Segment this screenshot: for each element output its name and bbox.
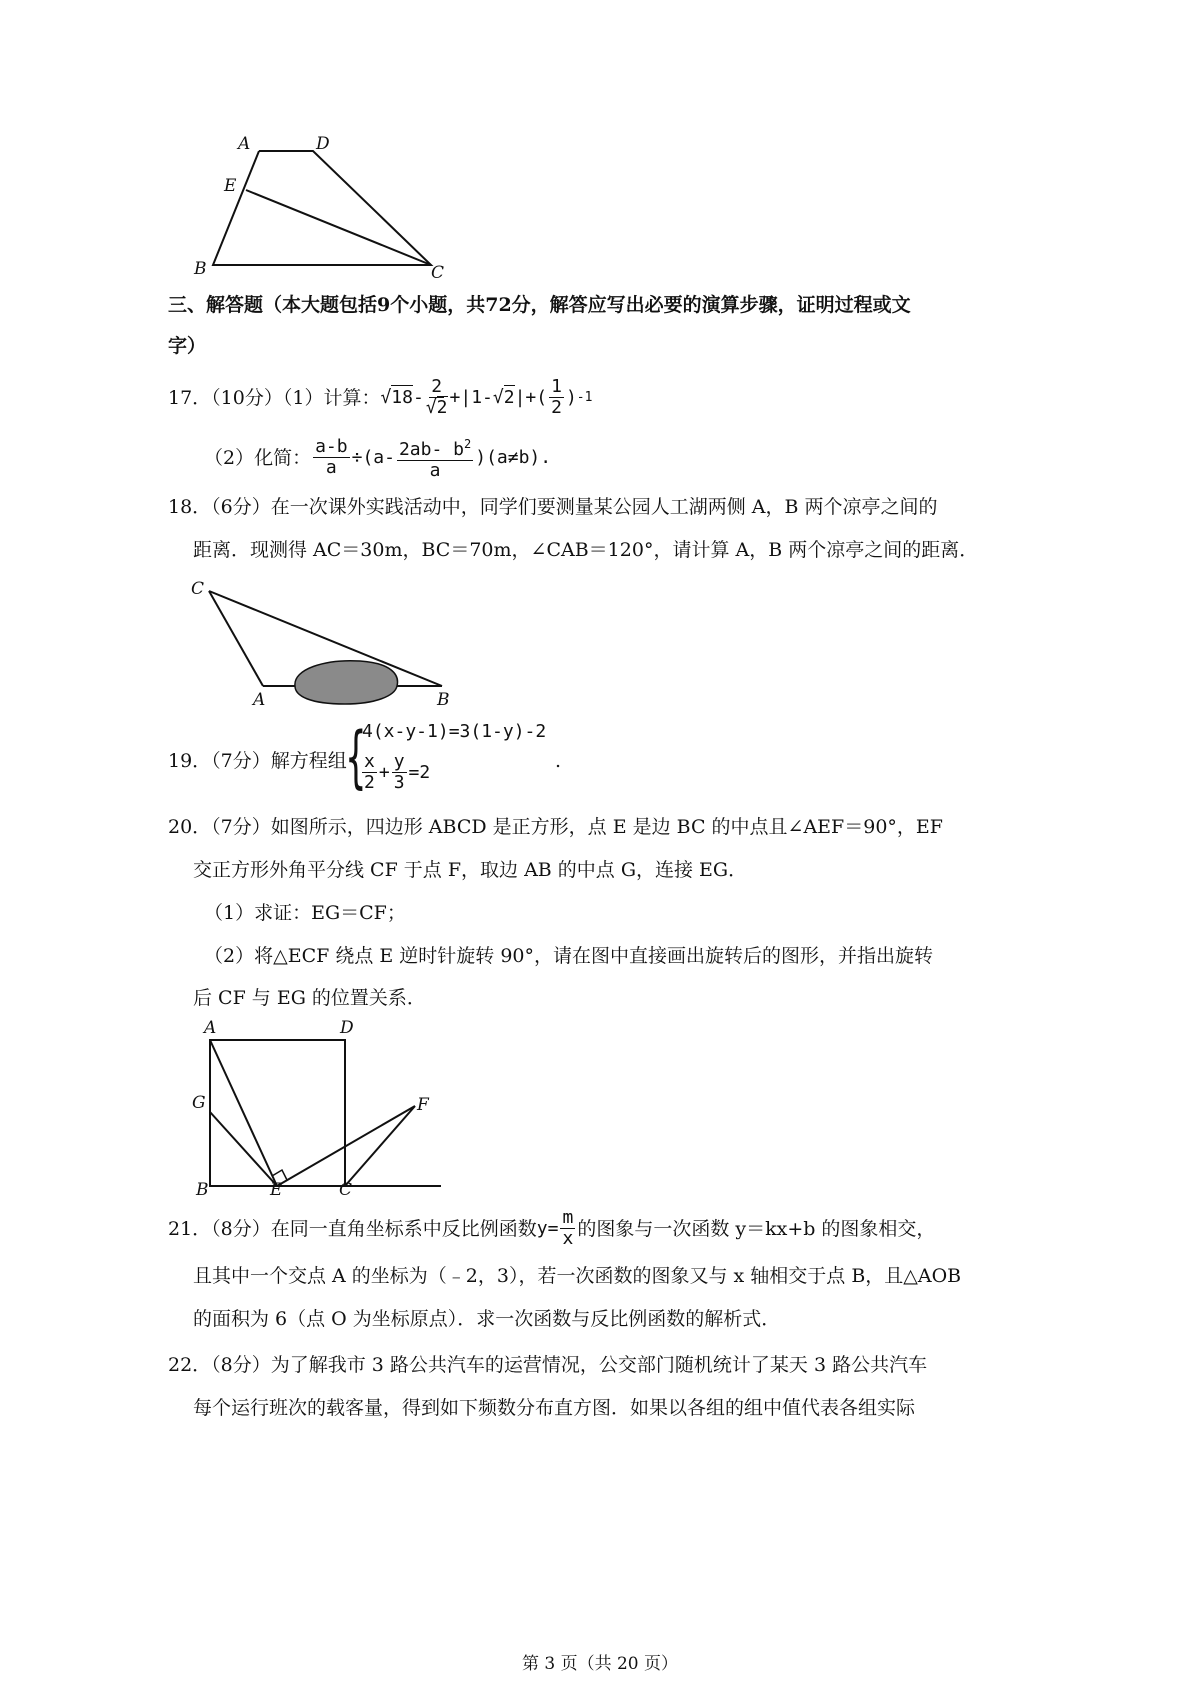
page-footer: 第 3 页（共 20 页） [521,1654,679,1674]
label-d: D [340,1018,354,1038]
q20-line2: 交正方形外角平分线 CF 于点 F，取边 AB 的中点 G，连接 EG． [193,859,748,881]
label-a: A [238,134,251,154]
q18-line1: 18．（6分）在一次课外实践活动中，同学们要测量某公园人工湖两侧 A，B 两个凉亭之间的 [168,496,938,518]
label-a: A [253,690,266,709]
label-g: G [192,1093,206,1113]
label-d: D [316,134,330,154]
label-c: C [431,263,445,283]
q19-equation-2: $\frac{x}{2}$ + $\frac{y}{3}$ =2 [364,751,431,793]
q19-equation-1: 4(x-y-1)=3(1-y)-2 [362,721,547,742]
q17-simplify-expression: $\frac{a-b}{a}$ ÷ (a- $\frac{2ab- b^2}{a}$ ) (a≠b). [315,436,552,481]
q20-line3: （1）求证：EG＝CF； [204,902,406,924]
q21-line2: 且其中一个交点 A 的坐标为（﹣2，3），若一次函数的图象又与 x 轴相交于点 B，且△AOB [193,1265,962,1287]
label-e: E [270,1180,283,1200]
section-heading-cont: 字） [168,335,207,357]
q22-line2: 每个运行班次的载客量，得到如下频数分布直方图．如果以各组的组中值代表各组实际 [193,1397,916,1419]
label-b: B [194,259,207,279]
q17-part1: 17．（10分）（1）计算： √ 18 - $\frac{2}{√2}$ +| 1- √ 2 |+( $\frac{1}{2}$ ) -1 [168,376,593,418]
q19-brace: { [345,718,367,797]
q20-line5: 后 CF 与 EG 的位置关系． [193,987,426,1009]
q21-line3: 的面积为 6（点 O 为坐标原点）．求一次函数与反比例函数的解析式． [193,1308,781,1330]
q19-prefix: 19．（7分）解方程组 [168,750,347,772]
label-f: F [417,1095,429,1115]
q17-expression: √ 18 - $\frac{2}{√2}$ +| 1- √ 2 |+( $\frac{1}{2}$ ) -1 [380,376,593,418]
q19-period: . [555,750,562,772]
lake-triangle-figure [185,574,465,709]
square-figure [185,1015,450,1200]
label-c: C [339,1180,353,1200]
q21-line1: 21．（8分）在同一直角坐标系中反比例函数 y= $\frac{m}{x}$ 的图象与一次函数 y＝kx+b 的图象相交， [168,1207,936,1249]
inverse-function: y= $\frac{m}{x}$ [536,1207,574,1249]
label-b: B [437,690,450,709]
q18-line2: 距离．现测得 AC＝30m，BC＝70m，∠CAB＝120°，请计算 A，B 两个凉亭之间的距离． [193,539,979,561]
label-a: A [204,1018,217,1038]
label-b: B [196,1180,209,1200]
section-heading: 三、解答题（本大题包括9个小题，共72分，解答应写出必要的演算步骤，证明过程或文 [168,294,911,316]
lake-shape [295,661,398,704]
q20-line1: 20．（7分）如图所示，四边形 ABCD 是正方形，点 E 是边 BC 的中点且∠AEF＝90°，EF [168,816,943,838]
trapezoid-figure [190,128,460,288]
q22-line1: 22．（8分）为了解我市 3 路公共汽车的运营情况，公交部门随机统计了某天 3 路公共汽车 [168,1354,928,1376]
label-c: C [191,579,205,599]
label-e: E [224,176,237,196]
q20-line4: （2）将△ECF 绕点 E 逆时针旋转 90°，请在图中直接画出旋转后的图形，并指出旋转 [204,945,933,967]
q17-part2: （2）化简： $\frac{a-b}{a}$ ÷ (a- $\frac{2ab- b^2}{a}$ ) (a≠b). [204,436,552,481]
